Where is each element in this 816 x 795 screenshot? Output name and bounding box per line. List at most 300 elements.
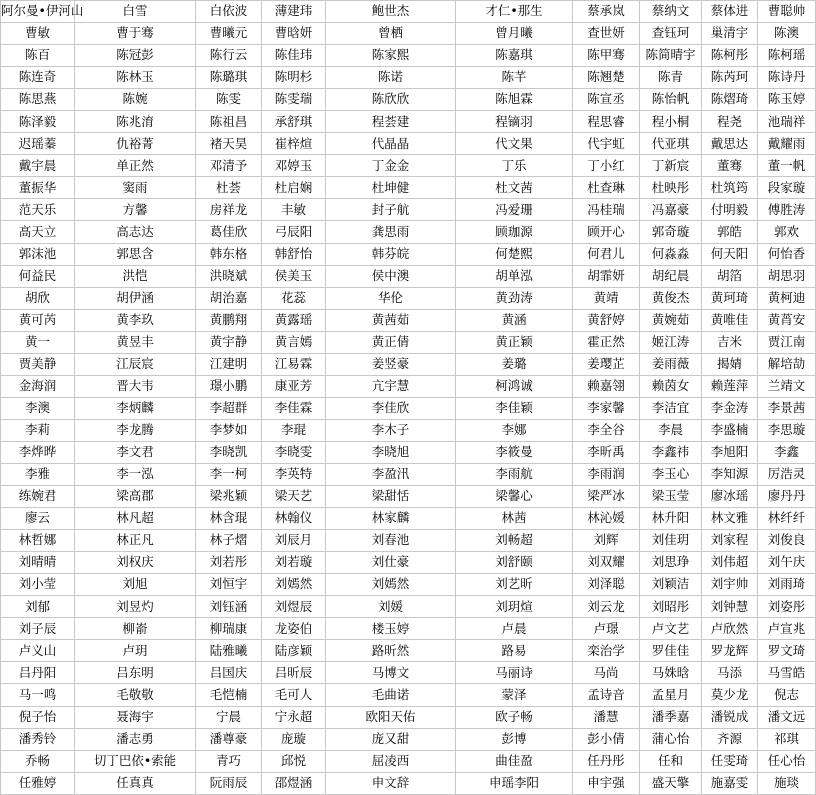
name-cell: 马一鸣 — [1, 684, 75, 706]
name-cell: 江辰宸 — [75, 353, 196, 375]
name-cell: 李盛楠 — [702, 419, 758, 441]
name-cell: 白依波 — [196, 1, 262, 23]
table-row — [1, 309, 816, 331]
name-cell: 李筱曼 — [456, 441, 573, 463]
name-cell: 曲佳盈 — [456, 750, 573, 772]
name-cell: 陈柯彤 — [702, 45, 758, 67]
name-cell: 查钰珂 — [640, 23, 702, 45]
name-cell: 封子航 — [326, 199, 456, 221]
name-cell: 任心怡 — [758, 750, 816, 772]
name-cell: 李澳 — [1, 397, 75, 419]
name-cell: 梁兆颖 — [196, 486, 262, 508]
name-cell: 陈诺 — [326, 67, 456, 89]
name-cell: 林含琨 — [196, 508, 262, 530]
name-cell: 潘志勇 — [75, 728, 196, 750]
name-cell: 何淼淼 — [640, 243, 702, 265]
name-cell: 申宇强 — [573, 772, 640, 794]
name-cell: 陈翘楚 — [573, 67, 640, 89]
name-cell: 胡霏妍 — [573, 265, 640, 287]
name-cell: 李思璇 — [758, 419, 816, 441]
name-cell: 胡治嘉 — [196, 287, 262, 309]
name-cell: 姜竖豪 — [326, 353, 456, 375]
name-cell: 褚天昊 — [196, 133, 262, 155]
name-cell: 林哲娜 — [1, 530, 75, 552]
name-cell: 杜坤健 — [326, 177, 456, 199]
name-cell: 李鑫祎 — [640, 441, 702, 463]
name-cell: 贾江南 — [758, 331, 816, 353]
name-cell: 李雨航 — [456, 463, 573, 485]
name-cell: 吕东明 — [75, 662, 196, 684]
name-cell: 刘小莹 — [1, 574, 75, 596]
name-cell: 李全谷 — [573, 419, 640, 441]
name-cell: 刘媛 — [326, 596, 456, 618]
name-cell: 林翰仪 — [262, 508, 326, 530]
table-row — [1, 243, 816, 265]
name-cell: 曹敏 — [1, 23, 75, 45]
name-cell: 李玉心 — [640, 463, 702, 485]
name-cell: 李烨晔 — [1, 441, 75, 463]
name-cell: 解培劼 — [758, 353, 816, 375]
name-cell: 江易霖 — [262, 353, 326, 375]
name-cell: 彭博 — [456, 728, 573, 750]
name-cell: 葛佳欣 — [196, 221, 262, 243]
table-row — [1, 728, 816, 750]
name-cell: 代宇虹 — [573, 133, 640, 155]
name-cell: 李家馨 — [573, 397, 640, 419]
name-cell: 李一泓 — [75, 463, 196, 485]
name-cell: 丁小红 — [573, 155, 640, 177]
name-cell: 陈百 — [1, 45, 75, 67]
table-row — [1, 133, 816, 155]
name-cell: 晋大韦 — [75, 375, 196, 397]
name-cell: 蔡体进 — [702, 1, 758, 23]
name-cell: 李雨润 — [573, 463, 640, 485]
name-cell: 冯爱珊 — [456, 199, 573, 221]
name-cell: 李娜 — [456, 419, 573, 441]
name-cell: 姜璐 — [456, 353, 573, 375]
name-cell: 黄言嫣 — [262, 331, 326, 353]
name-cell: 何益民 — [1, 265, 75, 287]
name-cell: 赖嘉翎 — [573, 375, 640, 397]
name-cell: 李一柯 — [196, 463, 262, 485]
name-cell: 陆彦颖 — [262, 640, 326, 662]
name-cell: 刘家程 — [702, 530, 758, 552]
name-cell: 刘昱灼 — [75, 596, 196, 618]
name-cell: 毛恺楠 — [196, 684, 262, 706]
name-cell: 黄劲涛 — [456, 287, 573, 309]
name-cell: 丰敏 — [262, 199, 326, 221]
name-cell: 任丹彤 — [573, 750, 640, 772]
name-cell: 郭欢 — [758, 221, 816, 243]
table-row — [1, 1, 816, 23]
name-cell: 李佳霖 — [262, 397, 326, 419]
table-row — [1, 640, 816, 662]
name-cell: 李梦如 — [196, 419, 262, 441]
name-cell: 齐源 — [702, 728, 758, 750]
name-cell: 何楚熙 — [456, 243, 573, 265]
name-cell: 姬江涛 — [640, 331, 702, 353]
name-cell: 潘尊豪 — [196, 728, 262, 750]
table-row — [1, 397, 816, 419]
name-cell: 刘俊良 — [758, 530, 816, 552]
name-cell: 顾开心 — [573, 221, 640, 243]
name-cell: 代亚琪 — [640, 133, 702, 155]
name-cell: 郭奇璇 — [640, 221, 702, 243]
name-cell: 陈家熙 — [326, 45, 456, 67]
name-cell: 陈欣欣 — [326, 89, 456, 111]
name-cell: 刘双耀 — [573, 552, 640, 574]
name-cell: 罗龙辉 — [702, 640, 758, 662]
name-cell: 陈玉婷 — [758, 89, 816, 111]
table-row — [1, 486, 816, 508]
name-cell: 刘旭 — [75, 574, 196, 596]
table-row — [1, 155, 816, 177]
name-cell: 曾栖 — [326, 23, 456, 45]
name-cell: 高志达 — [75, 221, 196, 243]
name-cell: 吕丹阳 — [1, 662, 75, 684]
name-cell: 刘午庆 — [758, 552, 816, 574]
name-cell: 刘玥煊 — [456, 596, 573, 618]
name-cell: 黄宇静 — [196, 331, 262, 353]
table-row — [1, 45, 816, 67]
name-cell: 林凡超 — [75, 508, 196, 530]
name-cell: 程思睿 — [573, 111, 640, 133]
table-row — [1, 574, 816, 596]
name-cell: 任雅婷 — [1, 772, 75, 794]
name-cell: 胡单泓 — [456, 265, 573, 287]
name-cell: 潘秀铃 — [1, 728, 75, 750]
name-cell: 胡伊涵 — [75, 287, 196, 309]
name-cell: 陈柯瑶 — [758, 45, 816, 67]
name-cell: 梁玉莹 — [640, 486, 702, 508]
name-cell: 董骞 — [702, 155, 758, 177]
name-cell: 刘辉 — [573, 530, 640, 552]
name-cell: 林纤纤 — [758, 508, 816, 530]
name-cell: 李洁宜 — [640, 397, 702, 419]
name-cell: 董振华 — [1, 177, 75, 199]
name-cell: 卢文艺 — [640, 618, 702, 640]
name-cell: 马丽诗 — [456, 662, 573, 684]
name-cell: 李莉 — [1, 419, 75, 441]
table-row — [1, 177, 816, 199]
name-cell: 胡思羽 — [758, 265, 816, 287]
name-cell: 胡纪晨 — [640, 265, 702, 287]
name-cell: 刘思琤 — [640, 552, 702, 574]
name-cell: 洪恺 — [75, 265, 196, 287]
name-cell: 韩东格 — [196, 243, 262, 265]
name-cell: 宁永超 — [262, 706, 326, 728]
name-cell: 卢璟 — [573, 618, 640, 640]
name-cell: 盛天擎 — [640, 772, 702, 794]
name-cell: 傅胜涛 — [758, 199, 816, 221]
name-cell: 曹晗妍 — [262, 23, 326, 45]
name-cell: 刘煜辰 — [262, 596, 326, 618]
name-cell: 祁琪 — [758, 728, 816, 750]
name-cell: 黄正颖 — [456, 331, 573, 353]
table-row — [1, 508, 816, 530]
name-cell: 蔡承岚 — [573, 1, 640, 23]
name-cell: 毛曲诺 — [326, 684, 456, 706]
name-cell: 刘钟慧 — [702, 596, 758, 618]
name-cell: 陈连奇 — [1, 67, 75, 89]
name-cell: 李文君 — [75, 441, 196, 463]
name-cell: 罗佳佳 — [640, 640, 702, 662]
table-body — [1, 1, 816, 795]
name-cell: 赖莲萍 — [702, 375, 758, 397]
name-cell: 丁乐 — [456, 155, 573, 177]
name-cell: 陈澳 — [758, 23, 816, 45]
table-row — [1, 772, 816, 794]
name-cell: 郭思含 — [75, 243, 196, 265]
name-cell: 毛可人 — [262, 684, 326, 706]
name-cell: 黄涵 — [456, 309, 573, 331]
name-cell: 陈诗丹 — [758, 67, 816, 89]
name-cell: 潘锐成 — [702, 706, 758, 728]
name-cell: 高天立 — [1, 221, 75, 243]
name-cell: 彭小倩 — [573, 728, 640, 750]
name-cell: 刘若璇 — [262, 552, 326, 574]
name-cell: 韩芬皖 — [326, 243, 456, 265]
name-cell: 聂海宇 — [75, 706, 196, 728]
name-cell: 侯美玉 — [262, 265, 326, 287]
table-row — [1, 221, 816, 243]
name-cell: 亢宇慧 — [326, 375, 456, 397]
name-cell: 黄唯佳 — [702, 309, 758, 331]
name-cell: 廖丹丹 — [758, 486, 816, 508]
name-cell: 窦雨 — [75, 177, 196, 199]
name-cell: 林家麟 — [326, 508, 456, 530]
name-cell: 杜荟 — [196, 177, 262, 199]
name-cell: 刘颖洁 — [640, 574, 702, 596]
name-cell: 青巧 — [196, 750, 262, 772]
name-cell: 黄舒婷 — [573, 309, 640, 331]
name-cell: 屈凌西 — [326, 750, 456, 772]
name-cell: 黄露瑶 — [262, 309, 326, 331]
name-cell: 陈祖昌 — [196, 111, 262, 133]
name-cell: 刘辰月 — [262, 530, 326, 552]
name-cell: 崔梓煊 — [262, 133, 326, 155]
name-cell: 黄茜茹 — [326, 309, 456, 331]
name-cell: 鲍世杰 — [326, 1, 456, 23]
name-cell: 柳嵛 — [75, 618, 196, 640]
name-cell: 陈璐琪 — [196, 67, 262, 89]
name-cell: 丁金金 — [326, 155, 456, 177]
name-cell: 栾治学 — [573, 640, 640, 662]
name-cell: 任和 — [640, 750, 702, 772]
name-cell: 承舒琪 — [262, 111, 326, 133]
name-cell: 李晓旭 — [326, 441, 456, 463]
name-cell: 陈甲骞 — [573, 45, 640, 67]
name-cell: 胡欣 — [1, 287, 75, 309]
name-cell: 戴宇晨 — [1, 155, 75, 177]
name-cell: 李佳欣 — [326, 397, 456, 419]
name-cell: 江建明 — [196, 353, 262, 375]
name-cell: 李晨 — [640, 419, 702, 441]
name-cell: 欧阳天佑 — [326, 706, 456, 728]
name-cell: 刘宇帅 — [702, 574, 758, 596]
name-cell: 廖冰瑶 — [702, 486, 758, 508]
name-cell: 曾月曦 — [456, 23, 573, 45]
table-row — [1, 375, 816, 397]
name-cell: 吕昕辰 — [262, 662, 326, 684]
name-cell: 任真真 — [75, 772, 196, 794]
name-cell: 孟星月 — [640, 684, 702, 706]
name-cell: 刘若彤 — [196, 552, 262, 574]
name-cell: 刘云龙 — [573, 596, 640, 618]
name-cell: 李雅 — [1, 463, 75, 485]
name-cell: 陈雯 — [196, 89, 262, 111]
name-cell: 林升阳 — [640, 508, 702, 530]
name-cell: 阿尔曼•伊河山 — [1, 1, 75, 23]
name-cell: 杜映彤 — [640, 177, 702, 199]
table-row — [1, 287, 816, 309]
name-cell: 代文果 — [456, 133, 573, 155]
name-cell: 任雯琦 — [702, 750, 758, 772]
name-cell: 付明毅 — [702, 199, 758, 221]
name-cell: 郭沫池 — [1, 243, 75, 265]
name-cell: 楼玉婷 — [326, 618, 456, 640]
name-cell: 才仁•那生 — [456, 1, 573, 23]
name-cell: 李昕禹 — [573, 441, 640, 463]
name-cell: 阮雨辰 — [196, 772, 262, 794]
name-cell: 姜璎芷 — [573, 353, 640, 375]
name-cell: 李超群 — [196, 397, 262, 419]
name-cell: 路昕然 — [326, 640, 456, 662]
name-cell: 陈冠彭 — [75, 45, 196, 67]
table-row — [1, 552, 816, 574]
table-row — [1, 463, 816, 485]
name-cell: 刘畅超 — [456, 530, 573, 552]
name-cell: 廖云 — [1, 508, 75, 530]
name-cell: 黄珂琦 — [702, 287, 758, 309]
name-cell: 柳瑞康 — [196, 618, 262, 640]
name-cell: 何君儿 — [573, 243, 640, 265]
name-cell: 揭婧 — [702, 353, 758, 375]
table-row — [1, 662, 816, 684]
name-cell: 璟小鹏 — [196, 375, 262, 397]
name-cell: 冯嘉豪 — [640, 199, 702, 221]
name-cell: 李知源 — [702, 463, 758, 485]
name-cell: 龚思雨 — [326, 221, 456, 243]
name-cell: 罗文琦 — [758, 640, 816, 662]
name-cell: 查世妍 — [573, 23, 640, 45]
table-row — [1, 67, 816, 89]
name-cell: 孟诗音 — [573, 684, 640, 706]
name-cell: 黄昱丰 — [75, 331, 196, 353]
name-cell: 陈旭霖 — [456, 89, 573, 111]
name-cell: 冯桂瑞 — [573, 199, 640, 221]
name-cell: 潘文远 — [758, 706, 816, 728]
name-cell: 吉米 — [702, 331, 758, 353]
name-cell: 黄靖 — [573, 287, 640, 309]
name-cell: 代晶晶 — [326, 133, 456, 155]
name-cell: 陈宣丞 — [573, 89, 640, 111]
name-cell: 卢玥 — [75, 640, 196, 662]
name-cell: 潘季嘉 — [640, 706, 702, 728]
name-cell: 李晓凯 — [196, 441, 262, 463]
name-cell: 洪晓斌 — [196, 265, 262, 287]
name-cell: 马尚 — [573, 662, 640, 684]
name-cell: 陈青 — [640, 67, 702, 89]
name-cell: 刘泽聪 — [573, 574, 640, 596]
name-cell: 杜筑筠 — [702, 177, 758, 199]
name-cell: 程尧 — [702, 111, 758, 133]
name-cell: 方馨 — [75, 199, 196, 221]
table-row — [1, 331, 816, 353]
name-cell: 刘嫣然 — [326, 574, 456, 596]
name-cell: 柯鸿诚 — [456, 375, 573, 397]
name-cell: 刘权庆 — [75, 552, 196, 574]
table-row — [1, 353, 816, 375]
name-cell: 巢清宇 — [702, 23, 758, 45]
name-cell: 蔡纳文 — [640, 1, 702, 23]
name-cell: 莫少龙 — [702, 684, 758, 706]
name-cell: 姜雨薇 — [640, 353, 702, 375]
name-cell: 丁新宸 — [640, 155, 702, 177]
name-cell: 李鑫 — [758, 441, 816, 463]
name-cell: 刘伟超 — [702, 552, 758, 574]
name-cell: 黄婉茹 — [640, 309, 702, 331]
table-row — [1, 706, 816, 728]
name-cell: 顾珈源 — [456, 221, 573, 243]
name-cell: 房祥龙 — [196, 199, 262, 221]
name-cell: 倪子怡 — [1, 706, 75, 728]
name-cell: 马博文 — [326, 662, 456, 684]
name-cell: 刘子辰 — [1, 618, 75, 640]
name-cell: 陈行云 — [196, 45, 262, 67]
name-cell: 陈怡帆 — [640, 89, 702, 111]
table-row — [1, 618, 816, 640]
name-cell: 毛敬敬 — [75, 684, 196, 706]
name-cell: 戴耀雨 — [758, 133, 816, 155]
name-cell: 梁严冰 — [573, 486, 640, 508]
name-cell: 切丁巴依•索能 — [75, 750, 196, 772]
name-cell: 杜查琳 — [573, 177, 640, 199]
name-cell: 路易 — [456, 640, 573, 662]
name-cell: 曹曦元 — [196, 23, 262, 45]
name-cell: 龙姿伯 — [262, 618, 326, 640]
name-cell: 迟瑶蓁 — [1, 133, 75, 155]
name-cell: 杜启娴 — [262, 177, 326, 199]
table-row — [1, 199, 816, 221]
name-cell: 侯中澳 — [326, 265, 456, 287]
name-cell: 陈思燕 — [1, 89, 75, 111]
name-cell: 陈熠琦 — [702, 89, 758, 111]
name-cell: 刘雨琦 — [758, 574, 816, 596]
name-cell: 刘佳玥 — [640, 530, 702, 552]
name-cell: 李晓雯 — [262, 441, 326, 463]
name-cell: 仇裕菁 — [75, 133, 196, 155]
name-cell: 卢宣兆 — [758, 618, 816, 640]
name-cell: 池瑞祥 — [758, 111, 816, 133]
name-cell: 杜文茜 — [456, 177, 573, 199]
table-row — [1, 441, 816, 463]
name-cell: 倪志 — [758, 684, 816, 706]
name-cell: 刘恒宇 — [196, 574, 262, 596]
name-cell: 华伦 — [326, 287, 456, 309]
name-cell: 卢晨 — [456, 618, 573, 640]
table-row — [1, 684, 816, 706]
name-cell: 施嘉雯 — [702, 772, 758, 794]
name-cell: 陈芮珂 — [702, 67, 758, 89]
name-cell: 林正凡 — [75, 530, 196, 552]
name-cell: 董一帆 — [758, 155, 816, 177]
name-cell: 林沁媛 — [573, 508, 640, 530]
name-cell: 刘姿彤 — [758, 596, 816, 618]
name-cell: 马姝晗 — [640, 662, 702, 684]
name-cell: 庞璇 — [262, 728, 326, 750]
name-cell: 卢义山 — [1, 640, 75, 662]
